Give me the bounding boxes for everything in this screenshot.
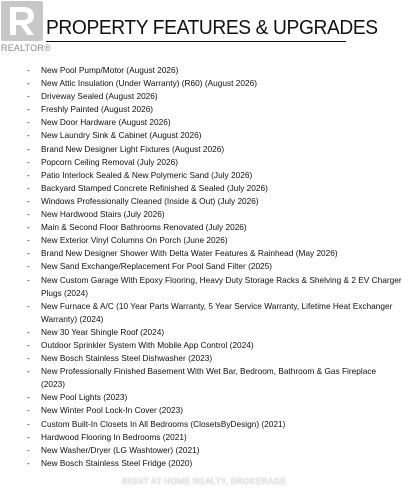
- bullet-dash: -: [27, 222, 30, 233]
- bullet-dash: -: [27, 405, 30, 416]
- page-title: PROPERTY FEATURES & UPGRADES: [46, 17, 378, 39]
- feature-text: Custom Built-In Closets In All Bedrooms (ClosetsByDesign) (2021): [41, 418, 286, 429]
- bullet-dash: -: [27, 326, 30, 337]
- feature-text: New Bosch Stainless Steel Fridge (2020): [41, 457, 193, 468]
- feature-text: Patio Interlock Sealed & New Polymeric Sand (July 2026): [41, 169, 253, 180]
- feature-text: New Pool Lights (2023): [41, 392, 128, 403]
- feature-item: [0, 365, 408, 391]
- feature-item: [0, 90, 408, 103]
- bullet-dash: -: [27, 261, 30, 272]
- feature-item: [0, 404, 408, 417]
- feature-item: [0, 77, 408, 90]
- feature-item: [0, 418, 408, 431]
- bullet-dash: -: [27, 300, 30, 311]
- bullet-dash: -: [27, 444, 30, 455]
- feature-item: [0, 129, 408, 142]
- feature-text: Outdoor Sprinkler System With Mobile App Control (2024): [41, 339, 254, 350]
- realtor-logo-icon: [1, 1, 43, 41]
- feature-item: [0, 234, 408, 247]
- bullet-dash: -: [27, 235, 30, 246]
- feature-text: New 30 Year Shingle Roof (2024): [41, 326, 165, 337]
- feature-text: New Custom Garage With Epoxy Flooring, Heavy Duty Storage Racks & Shelving & 2 EV Charger Plugs (2024): [41, 274, 402, 298]
- bullet-dash: -: [27, 182, 30, 193]
- feature-text: New Pool Pump/Motor (August 2026): [41, 65, 179, 75]
- bullet-dash: -: [27, 117, 30, 128]
- feature-text: Popcorn Ceiling Removal (July 2026): [41, 156, 178, 167]
- feature-item: [0, 143, 408, 156]
- bullet-dash: -: [27, 195, 30, 206]
- feature-text: New Professionally Finished Basement With Wet Bar, Bedroom, Bathroom & Gas Fireplace (2023): [41, 366, 377, 390]
- feature-item: [0, 274, 408, 300]
- feature-item: [0, 221, 408, 234]
- feature-list: [0, 64, 408, 470]
- feature-item: [0, 64, 408, 77]
- bullet-dash: -: [27, 209, 30, 220]
- feature-text: New Winter Pool Lock-In Cover (2023): [41, 405, 184, 416]
- realtor-logo: [0, 0, 51, 56]
- bullet-dash: -: [27, 339, 30, 350]
- title-underline: [46, 41, 346, 42]
- feature-item: [0, 444, 408, 457]
- feature-item: [0, 208, 408, 221]
- brokerage-watermark: RIGHT AT HOME REALTY, BROKERAGE: [121, 477, 287, 486]
- feature-item: [0, 195, 408, 208]
- feature-item: [0, 431, 408, 444]
- feature-item: [0, 391, 408, 404]
- feature-text: New Door Hardware (August 2026): [41, 117, 171, 128]
- feature-text: New Washer/Dryer (LG Washtower) (2021): [41, 444, 200, 455]
- bullet-dash: -: [27, 143, 30, 154]
- feature-text: Windows Professionally Cleaned (Inside & Out) (July 2026): [41, 195, 259, 206]
- feature-item: [0, 339, 408, 352]
- feature-item: [0, 260, 408, 273]
- bullet-dash: -: [27, 91, 30, 102]
- feature-text: Freshly Painted (August 2026): [41, 104, 154, 115]
- feature-item: [0, 156, 408, 169]
- registered-mark: ®: [44, 43, 51, 53]
- feature-item: [0, 326, 408, 339]
- feature-text: Brand New Designer Light Fixtures (August 2026): [41, 143, 225, 154]
- feature-text: New Furnace & A/C (10 Year Parts Warranty, 5 Year Service Warranty, Lifetime Heat Exchanger Warranty) (2024): [41, 300, 393, 324]
- feature-item: [0, 169, 408, 182]
- feature-text: New Hardwood Stairs (July 2026): [41, 209, 165, 220]
- feature-item: [0, 116, 408, 129]
- bullet-dash: -: [27, 78, 30, 89]
- feature-item: [0, 182, 408, 195]
- bullet-dash: -: [27, 366, 30, 377]
- feature-item: [0, 103, 408, 116]
- bullet-dash: -: [27, 248, 30, 259]
- realtor-logo-word: REALTOR: [1, 43, 45, 53]
- feature-item: [0, 457, 408, 470]
- feature-text: Hardwood Flooring In Bedrooms (2021): [41, 431, 187, 442]
- feature-item: [0, 352, 408, 365]
- realtor-r-mark: [1, 1, 43, 41]
- feature-text: New Sand Exchange/Replacement For Pool Sand Filter (2025): [41, 261, 273, 272]
- bullet-dash: -: [27, 104, 30, 115]
- feature-text: New Bosch Stainless Steel Dishwasher (2023): [41, 353, 213, 364]
- feature-text: Brand New Designer Shower With Delta Water Features & Rainhead (May 2026): [41, 248, 338, 259]
- feature-item: [0, 247, 408, 260]
- bullet-dash: -: [27, 169, 30, 180]
- feature-text: Backyard Stamped Concrete Refinished & Sealed (July 2026): [41, 182, 268, 193]
- feature-text: New Attic Insulation (Under Warranty) (R60) (August 2026): [41, 78, 257, 89]
- bullet-dash: -: [27, 156, 30, 167]
- bullet-dash: -: [27, 353, 30, 364]
- bullet-dash: -: [27, 392, 30, 403]
- bullet-dash: -: [27, 274, 30, 285]
- bullet-dash: -: [27, 457, 30, 468]
- bullet-dash: -: [27, 130, 30, 141]
- bullet-dash: -: [27, 431, 30, 442]
- feature-item: [0, 300, 408, 326]
- feature-text: Driveway Sealed (August 2026): [41, 91, 158, 102]
- bullet-dash: -: [27, 418, 30, 429]
- bullet-dash: -: [27, 65, 30, 75]
- feature-text: New Exterior Vinyl Columns On Porch (June 2026): [41, 235, 228, 246]
- feature-text: New Laundry Sink & Cabinet (August 2026): [41, 130, 202, 141]
- feature-text: Main & Second Floor Bathrooms Renovated (July 2026): [41, 222, 247, 233]
- realtor-logo-text: [1, 43, 51, 53]
